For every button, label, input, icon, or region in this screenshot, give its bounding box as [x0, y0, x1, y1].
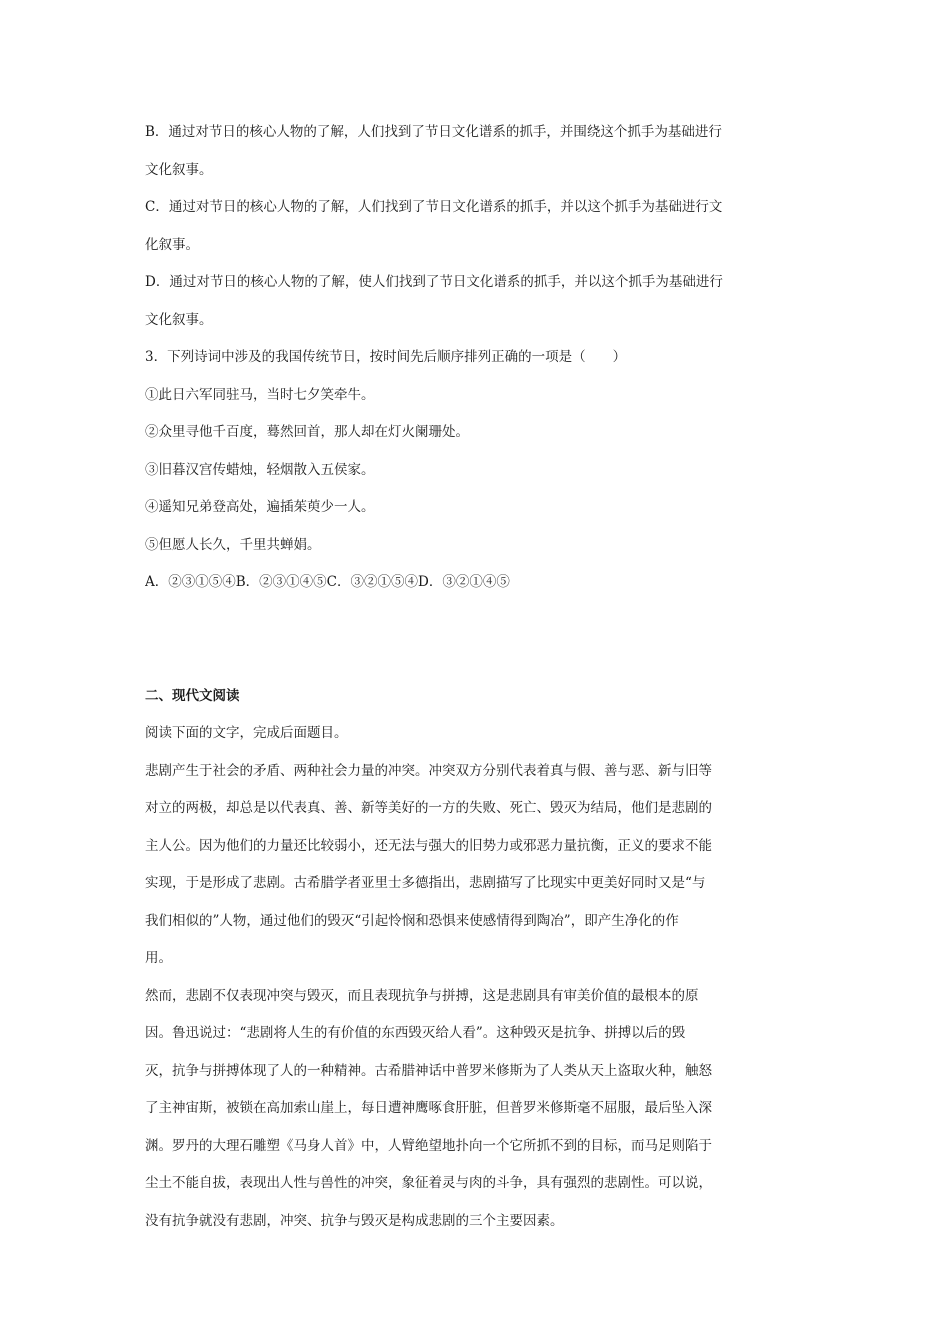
poem-item-2: ②众里寻他千百度，蓦然回首，那人却在灯火阑珊处。 — [145, 424, 469, 440]
paragraph-2-line: 渊。罗丹的大理石雕塑《马身人首》中，人臂绝望地扑向一个它所抓不到的目标，而马足则陷于 — [145, 1137, 712, 1154]
section2-instruction: 阅读下面的文字，完成后面题目。 — [145, 725, 348, 741]
document-page — [145, 114, 810, 1240]
question2-options — [145, 114, 810, 339]
option-c-line-2: 化叙事。 — [145, 236, 199, 253]
paragraph-1-line: 主人公。因为他们的力量还比较弱小，还无法与强大的旧势力或邪恶力量抗衡，正义的要求不能 — [145, 837, 712, 854]
paragraph-1-line: 悲剧产生于社会的矛盾、两种社会力量的冲突。冲突双方分别代表着真与假、善与恶、新与旧等 — [145, 762, 712, 779]
poem-item-5: ⑤但愿人长久，千里共蝉娟。 — [145, 536, 321, 553]
section2-heading: 二、现代文阅读 — [145, 687, 240, 704]
question3-stem: 3．下列诗词中涉及的我国传统节日，按时间先后顺序排列正确的一项是（ ） — [145, 349, 627, 365]
paragraph-2-line: 尘土不能自拔，表现出人性与兽性的冲突，象征着灵与肉的斗争，具有强烈的悲剧性。可以说， — [145, 1175, 712, 1191]
paragraph-2 — [145, 978, 810, 1241]
paragraph-2-line: 灭，抗争与拼搏体现了人的一种精神。古希腊神话中普罗米修斯为了人类从天上盗取火种，触怒 — [145, 1062, 712, 1079]
paragraph-1-line: 实现，于是形成了悲剧。古希腊学者亚里士多德指出，悲剧描写了比现实中更美好同时又是“与 — [145, 875, 706, 891]
paragraph-2-line: 因。鲁迅说过：“悲剧将人生的有价值的东西毁灭给人看”。这种毁灭是抗争、拼搏以后的毁 — [145, 1025, 686, 1041]
paragraph-2-line: 然而，悲剧不仅表现冲突与毁灭，而且表现抗争与拼搏，这是悲剧具有审美价值的最根本的原 — [145, 987, 699, 1004]
poem-item-1: ①此日六军同驻马，当时七夕笑牵牛。 — [145, 386, 375, 403]
question3 — [145, 339, 810, 602]
section2 — [145, 678, 810, 1241]
paragraph-1-line: 对立的两极，却总是以代表真、善、新等美好的一方的失败、死亡、毁灭为结局，他们是悲剧的 — [145, 800, 712, 816]
poem-item-4: ④遥知兄弟登高处，遍插茱萸少一人。 — [145, 499, 375, 515]
option-d-line-1: D．通过对节日的核心人物的了解，使人们找到了节日文化谱系的抓手，并以这个抓手为基础进行 — [145, 274, 723, 290]
option-b-line-1: B．通过对节日的核心人物的了解，人们找到了节日文化谱系的抓手，并围绕这个抓手为基础进行 — [145, 124, 722, 140]
poem-item-3: ③旧暮汉宫传蜡烛，轻烟散入五侯家。 — [145, 461, 375, 478]
option-d-line-2: 文化叙事。 — [145, 311, 213, 328]
paragraph-2-line: 没有抗争就没有悲剧，冲突、抗争与毁灭是构成悲剧的三个主要因素。 — [145, 1212, 564, 1229]
section-gap — [145, 602, 810, 678]
paragraph-1-line: 我们相似的”人物，通过他们的毁灭“引起怜悯和恐惧来使感情得到陶冶”，即产生净化的作 — [145, 912, 679, 929]
option-b-line-2: 文化叙事。 — [145, 161, 213, 178]
paragraph-1-line: 用。 — [145, 950, 172, 966]
paragraph-1 — [145, 753, 810, 978]
option-c-line-1: C．通过对节日的核心人物的了解，人们找到了节日文化谱系的抓手，并以这个抓手为基础进行文 — [145, 199, 723, 215]
question3-choices: A．②③①⑤④B．②③①④⑤C．③②①⑤④D．③②①④⑤ — [145, 574, 510, 590]
paragraph-2-line: 了主神宙斯，被锁在高加索山崖上，每日遭神鹰啄食肝脏，但普罗米修斯毫不屈服，最后坠入深 — [145, 1100, 712, 1116]
